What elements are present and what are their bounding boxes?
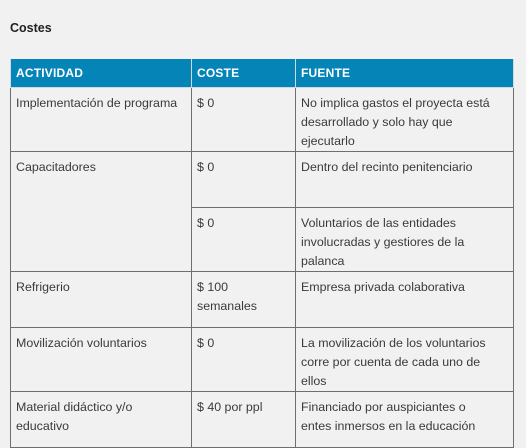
cell-coste: $ 40 por ppl <box>192 392 296 448</box>
table-row <box>11 272 514 328</box>
cell-fuente-line: entes inmersos en la educación <box>301 419 476 433</box>
cell-fuente-line: corre por cuenta de cada uno de ellos <box>301 355 481 388</box>
cell-fuente-line: Empresa privada colaborativa <box>301 280 465 294</box>
table-row <box>11 88 514 152</box>
cell-fuente-line: desarrollado y solo hay que ejecutarlo <box>301 115 453 148</box>
cell-fuente-line: No implica gastos el proyecta está <box>301 96 490 110</box>
section-heading: Costes <box>10 21 52 35</box>
header-actividad: ACTIVIDAD <box>11 59 192 88</box>
cell-coste: $ 0 <box>192 328 296 392</box>
header-fuente: FUENTE <box>296 59 514 88</box>
cell-actividad: Refrigerio <box>11 272 192 328</box>
cell-fuente-line: La movilización de los voluntarios <box>301 336 486 350</box>
header-coste: COSTE <box>192 59 296 88</box>
cell-actividad: Implementación de programa <box>11 88 192 152</box>
costs-table <box>10 59 514 448</box>
cell-fuente <box>296 152 514 208</box>
cell-fuente <box>296 272 514 328</box>
table-row <box>11 152 514 208</box>
table-row <box>11 392 514 448</box>
cell-actividad: Material didáctico y/o educativo <box>11 392 192 448</box>
cell-actividad: Capacitadores <box>11 152 192 272</box>
cell-fuente-line: Voluntarios de las entidades <box>301 216 456 230</box>
cell-coste: $ 0 <box>192 208 296 272</box>
cell-fuente-line: Dentro del recinto penitenciario <box>301 160 473 174</box>
cell-actividad: Movilización voluntarios <box>11 328 192 392</box>
cell-fuente-line: involucradas y gestiores de la palanca <box>301 235 465 268</box>
cell-fuente <box>296 392 514 448</box>
table-header-row <box>11 59 514 88</box>
cell-fuente <box>296 328 514 392</box>
cell-fuente <box>296 88 514 152</box>
cell-coste: $ 0 <box>192 152 296 208</box>
cell-fuente <box>296 208 514 272</box>
cell-fuente-line: Financiado por auspiciantes o <box>301 400 466 414</box>
cell-coste: $ 100 semanales <box>192 272 296 328</box>
table-row <box>11 328 514 392</box>
cell-coste: $ 0 <box>192 88 296 152</box>
